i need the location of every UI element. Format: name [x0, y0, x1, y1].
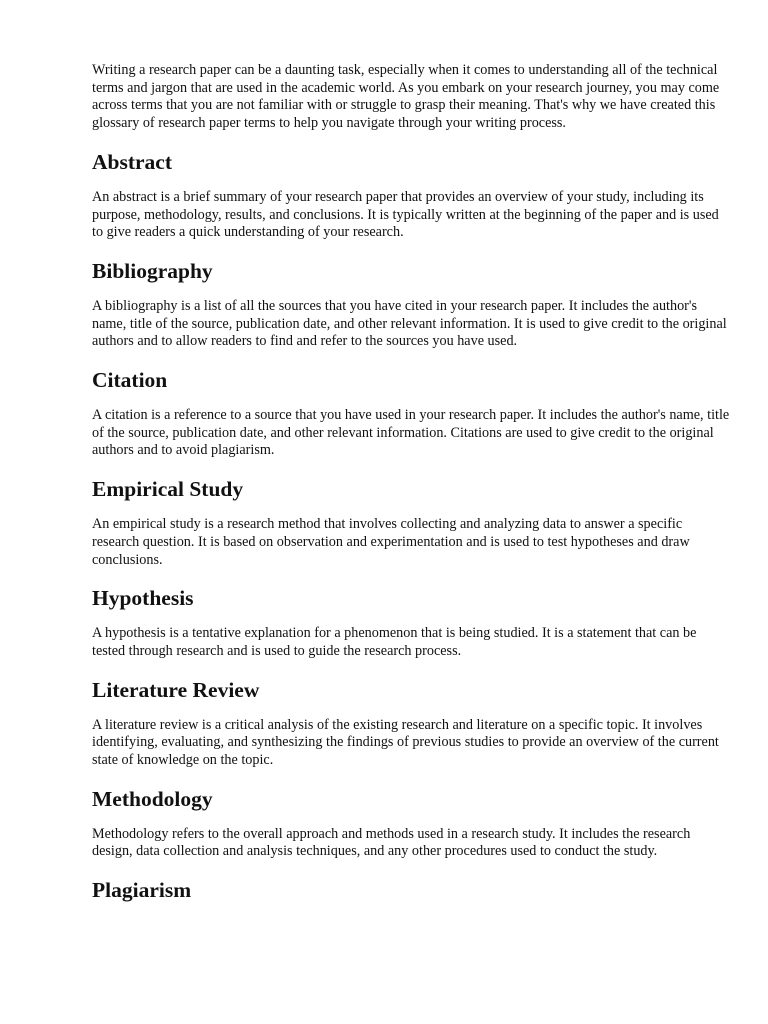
term-section-methodology	[92, 784, 732, 861]
term-section-literature-review	[92, 675, 732, 770]
term-heading: Empirical Study	[92, 477, 244, 502]
term-heading: Hypothesis	[92, 586, 194, 611]
term-definition: A bibliography is a list of all the sources that you have cited in your research paper. It includes the author's name, title of the source, publication date, and other relevant information. It is used to give credit to the original authors and to allow readers to find and refer to the sources you have used.	[92, 297, 727, 350]
term-section-hypothesis	[92, 583, 732, 660]
document-page	[92, 62, 732, 905]
term-section-plagiarism	[92, 875, 732, 905]
term-section-bibliography	[92, 256, 732, 351]
term-definition: A citation is a reference to a source that you have used in your research paper. It includes the author's name, title of the source, publication date, and other relevant information. Citations are used to give credit to the original authors and to avoid plagiarism.	[92, 407, 730, 459]
term-definition: A literature review is a critical analysis of the existing research and literature on a specific topic. It involves identifying, evaluating, and synthesizing the findings of previous studies to provide an overview of the current state of knowledge on the topic.	[92, 716, 719, 769]
term-heading: Abstract	[92, 149, 173, 174]
term-definition: Methodology refers to the overall approach and methods used in a research study. It includes the research design, data collection and analysis techniques, and any other procedures used to conduct the study.	[92, 825, 691, 860]
intro-paragraph: Writing a research paper can be a daunting task, especially when it comes to understanding all of the technical terms and jargon that are used in the academic world. As you embark on your research journey, you may come across terms that you are not familiar with or struggle to grasp their meaning. That's why we have created this glossary of research paper terms to help you navigate through your writing process.	[92, 62, 720, 132]
term-section-empirical-study	[92, 474, 732, 569]
term-section-abstract	[92, 147, 732, 242]
term-definition: An abstract is a brief summary of your research paper that provides an overview of your study, including its purpose, methodology, results, and conclusions. It is typically written at the beginning of the paper and is used to give readers a quick understanding of your research.	[92, 188, 719, 241]
term-definition: An empirical study is a research method that involves collecting and analyzing data to answer a specific research question. It is based on observation and experimentation and is used to test hypotheses and draw conclusions.	[92, 516, 690, 568]
term-section-citation	[92, 365, 732, 460]
term-heading: Citation	[92, 368, 168, 393]
term-heading: Plagiarism	[92, 878, 192, 903]
term-definition: A hypothesis is a tentative explanation for a phenomenon that is being studied. It is a statement that can be tested through research and is used to guide the research process.	[92, 625, 697, 659]
term-heading: Literature Review	[92, 677, 260, 702]
term-heading: Bibliography	[92, 258, 213, 283]
term-heading: Methodology	[92, 786, 213, 811]
